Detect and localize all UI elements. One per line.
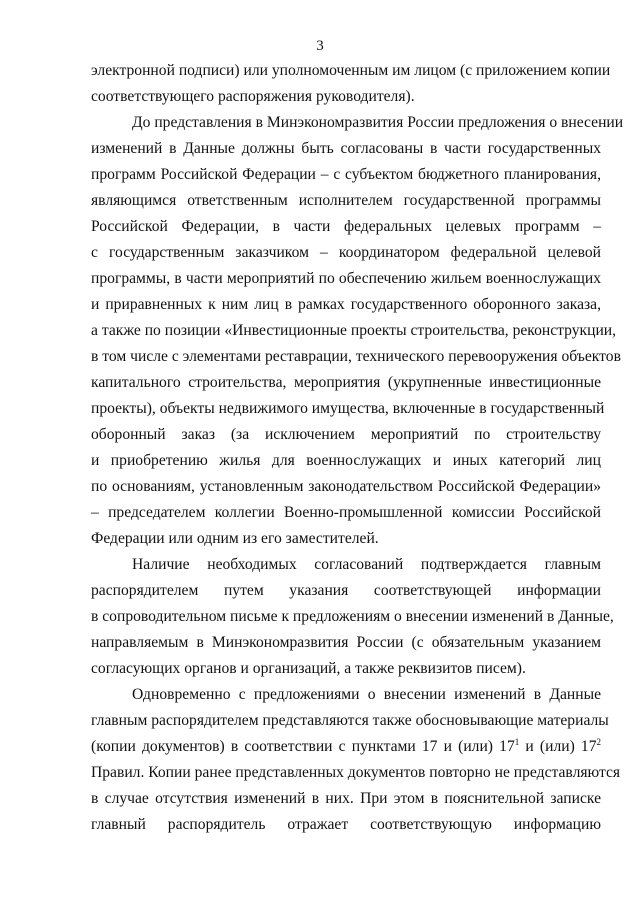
text-line: программы, в части мероприятий по обеспечению жильем военнослужащих (91, 270, 601, 287)
superscript: 2 (596, 737, 602, 747)
text-line: главным распорядителем представляются также обосновывающие материалы (91, 712, 609, 729)
text-line: распорядителем путем указания соответствующей информации (91, 582, 601, 599)
text-line: проекты), объекты недвижимого имущества, включенные в государственный (91, 400, 605, 417)
page-number: 3 (316, 38, 324, 54)
text-line: Российской Федерации, в части федеральных целевых программ – (91, 218, 601, 235)
text-line: согласующих органов и организаций, а также реквизитов писем). (91, 660, 526, 677)
text-line: с государственным заказчиком – координатором федеральной целевой (91, 244, 601, 261)
document-body (91, 58, 624, 838)
text-line: главный распорядитель отражает соответствующую информацию (91, 816, 601, 833)
text-line: Одновременно с предложениями о внесении изменений в Данные (132, 686, 601, 703)
paragraph (91, 110, 624, 552)
text-line: и приобретению жилья для военнослужащих и иных категорий лиц (91, 452, 601, 469)
text-line: оборонный заказ (за исключением мероприятий по строительству (91, 426, 601, 443)
text-line: в том числе с элементами реставрации, технического перевооружения объектов (91, 348, 621, 365)
text-line: – председателем коллегии Военно-промышленной комиссии Российской (91, 504, 601, 521)
paragraph (91, 58, 611, 110)
text-line: программ Российской Федерации – с субъектом бюджетного планирования, (91, 166, 601, 183)
text-line: Федерации или одним из его заместителей. (91, 530, 379, 547)
text-line: направляемым в Минэкономразвития России (с обязательным указанием (91, 634, 601, 651)
text-line: являющимся ответственным исполнителем государственной программы (91, 192, 601, 209)
paragraph (91, 682, 621, 838)
text-line: электронной подписи) или уполномоченным им лицом (с приложением копии (91, 62, 611, 79)
text-line: соответствующего распоряжения руководителя). (91, 88, 415, 105)
text-line: Наличие необходимых согласований подтверждается главным (132, 556, 601, 573)
text-line: и приравненных к ним лиц в рамках государственного оборонного заказа, (91, 296, 601, 313)
superscript: 1 (514, 737, 520, 747)
text-run: и (или) 17 (519, 738, 597, 755)
paragraph (91, 552, 614, 682)
text-line: капитального строительства, мероприятия (укрупненные инвестиционные (91, 374, 601, 391)
text-line: в сопроводительном письме к предложениям о внесении изменений в Данные, (91, 608, 614, 625)
text-line: Правил. Копии ранее представленных документов повторно не представляются (91, 764, 621, 781)
text-run: (копии документов) в соответствии с пунктами 17 и (или) 17 (91, 738, 515, 755)
text-line: До представления в Минэкономразвития России предложения о внесении (132, 114, 624, 131)
text-line-with-superscripts (91, 734, 601, 760)
text-line: а также по позиции «Инвестиционные проекты строительства, реконструкции, (91, 322, 617, 339)
text-line: по основаниям, установленным законодательством Российской Федерации» (91, 478, 601, 495)
text-line: изменений в Данные должны быть согласованы в части государственных (91, 140, 601, 157)
text-line: в случае отсутствия изменений в них. При этом в пояснительной записке (91, 790, 601, 807)
